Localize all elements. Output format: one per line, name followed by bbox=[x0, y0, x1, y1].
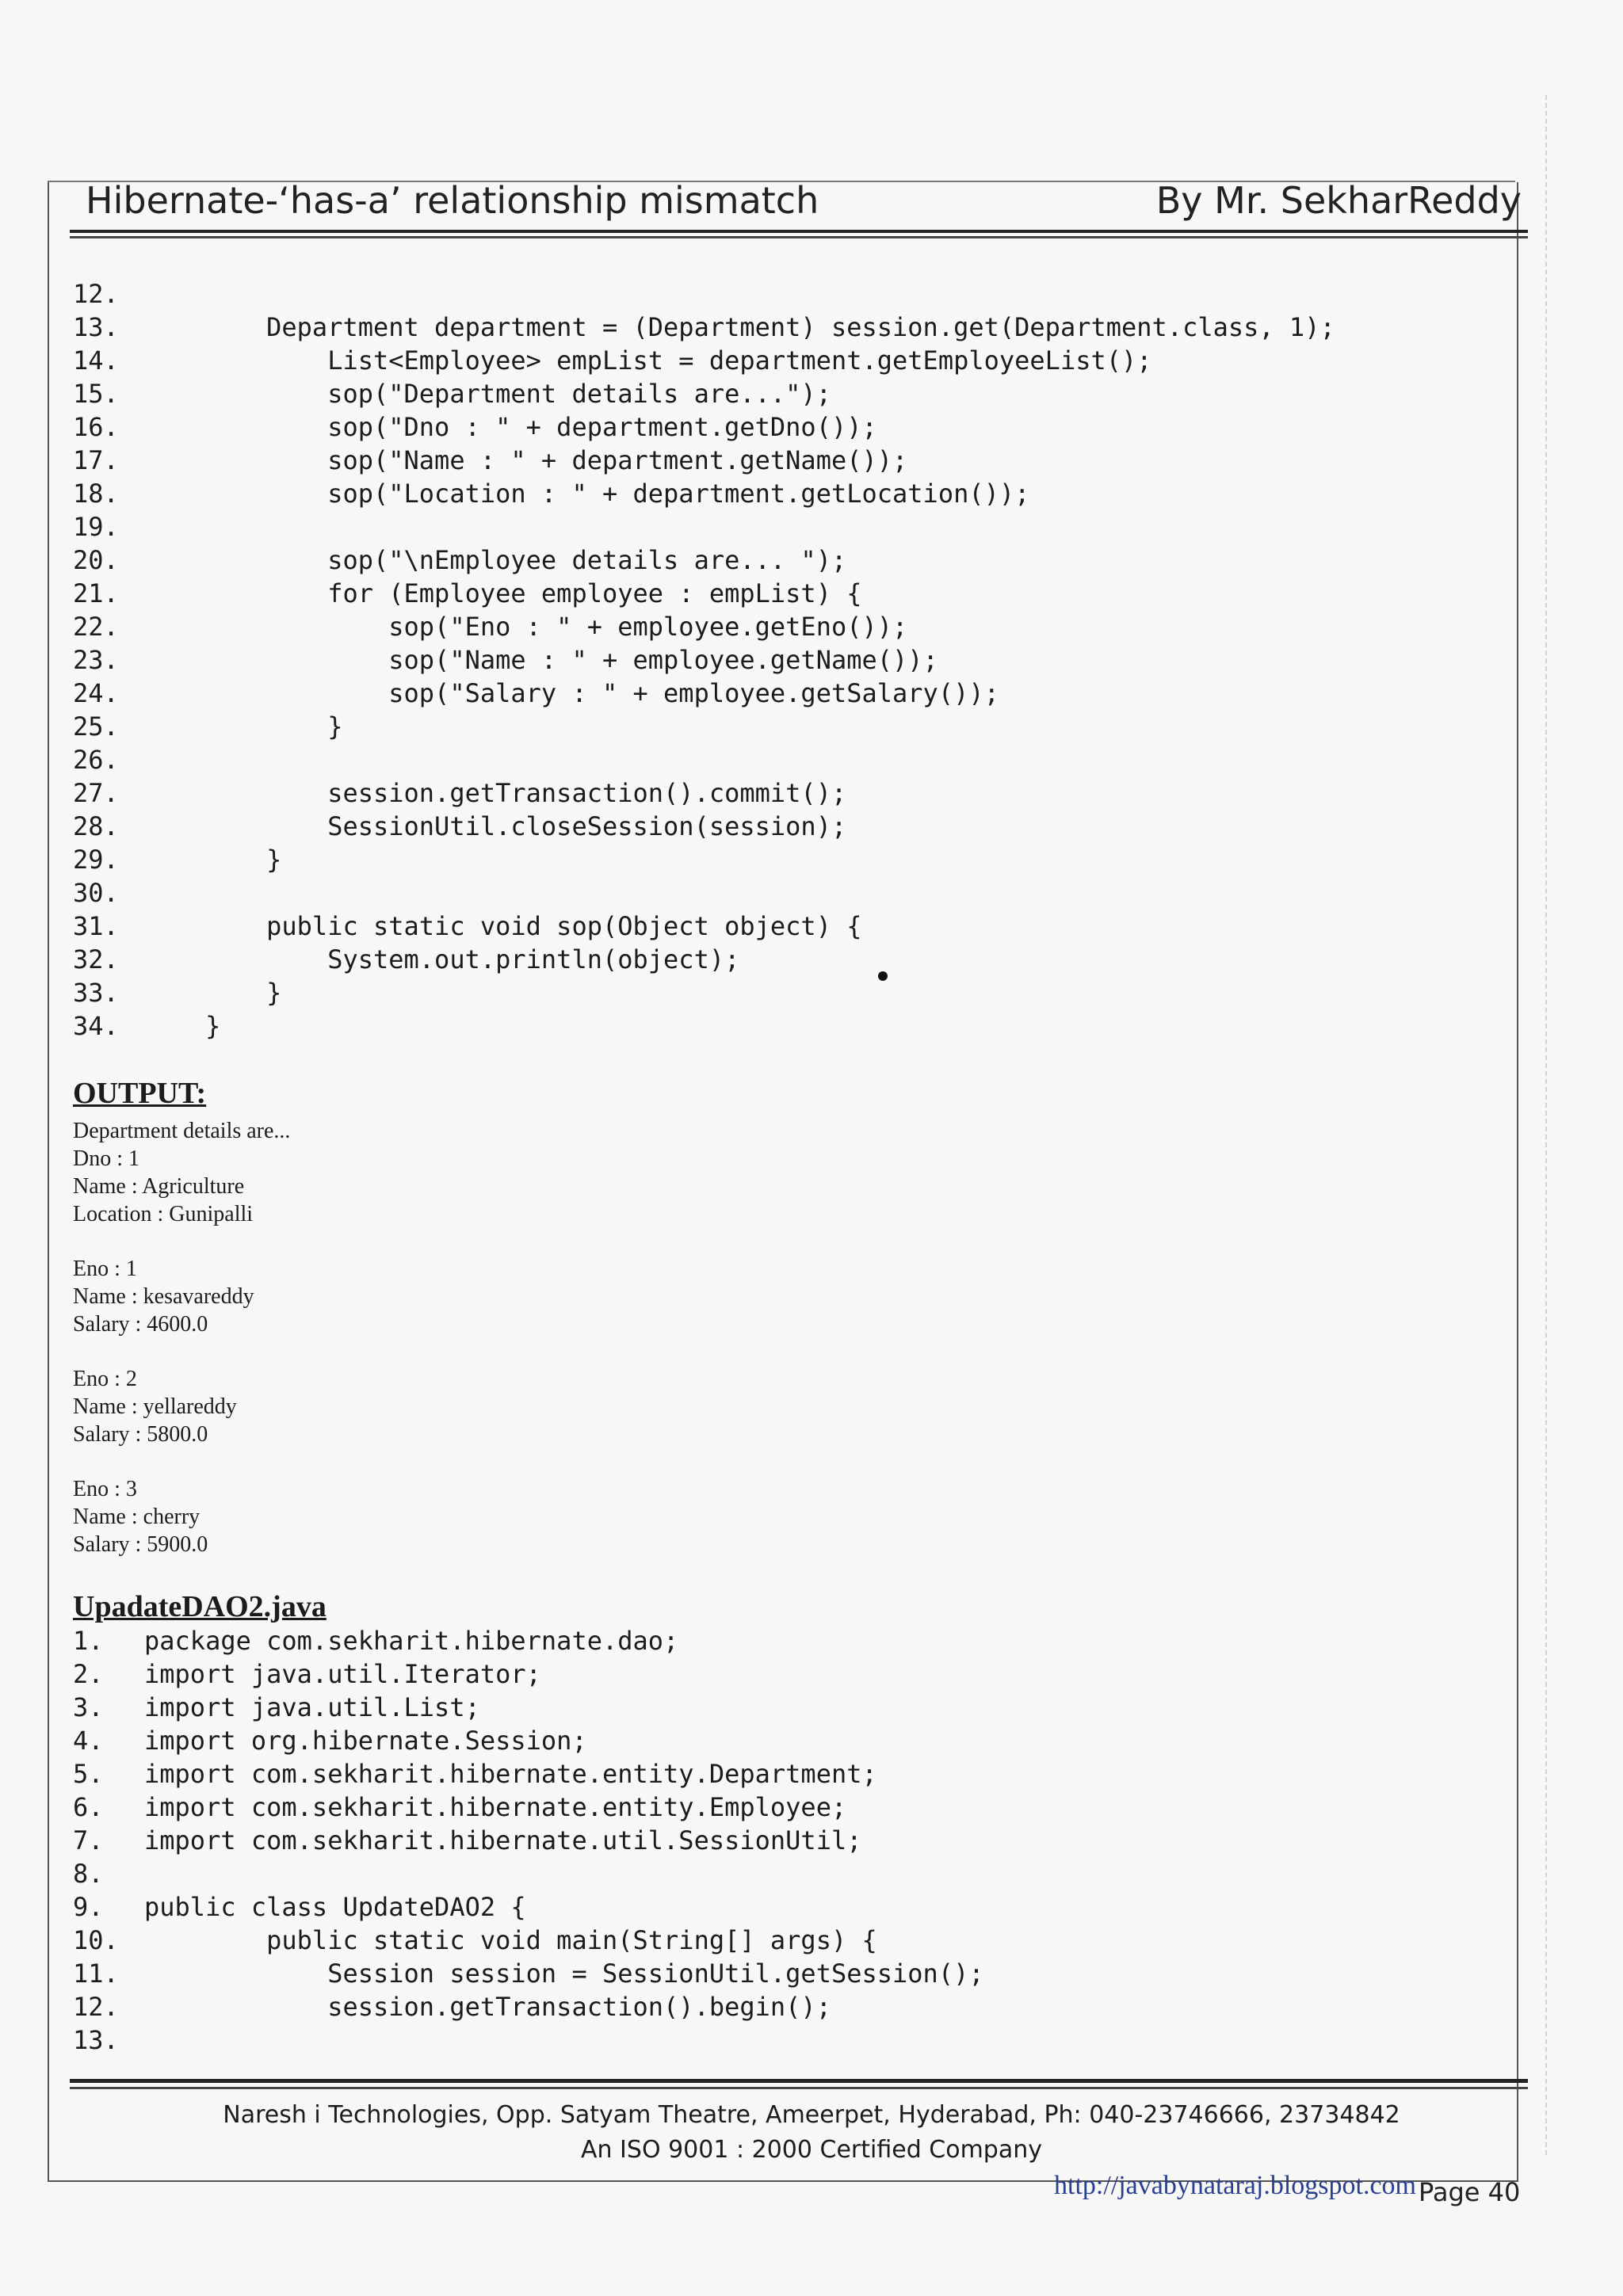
code-line bbox=[73, 1890, 984, 1924]
code-text: System.out.println(object); bbox=[144, 944, 740, 974]
code-line bbox=[73, 410, 1335, 444]
line-number: 13. bbox=[73, 312, 119, 342]
code-line bbox=[73, 1624, 984, 1657]
output-line: Location : Gunipalli bbox=[73, 1202, 254, 1226]
code-text: import java.util.Iterator; bbox=[144, 1659, 541, 1689]
footer-divider bbox=[70, 2079, 1528, 2083]
code-text: session.getTransaction().begin(); bbox=[144, 1992, 831, 2022]
output-line: Eno : 3 bbox=[73, 1477, 137, 1501]
code-line bbox=[73, 577, 1335, 610]
output-line: Name : Agriculture bbox=[73, 1174, 245, 1199]
code-line bbox=[73, 643, 1335, 677]
code-text: sop("Salary : " + employee.getSalary()); bbox=[144, 678, 999, 708]
code-text: session.getTransaction().commit(); bbox=[144, 778, 847, 808]
output-line: Eno : 2 bbox=[73, 1367, 137, 1391]
code-text: List<Employee> empList = department.getEmployeeList(); bbox=[144, 345, 1152, 376]
code-listing-bottom bbox=[73, 1624, 984, 2057]
code-listing-top bbox=[73, 277, 1335, 1043]
output-spacer bbox=[73, 1228, 290, 1255]
page-number: Page 40 bbox=[1419, 2177, 1521, 2207]
code-line bbox=[73, 810, 1335, 843]
line-number: 34. bbox=[73, 1011, 119, 1041]
page-edge-marks bbox=[1545, 95, 1602, 2155]
line-number: 12. bbox=[73, 279, 119, 309]
output-spacer bbox=[73, 1338, 290, 1365]
code-line bbox=[73, 876, 1335, 910]
code-line bbox=[73, 610, 1335, 643]
code-text: Department department = (Department) session.get(Department.class, 1); bbox=[144, 312, 1335, 342]
code-line bbox=[73, 277, 1335, 311]
line-number: 29. bbox=[73, 845, 119, 875]
header-author: By Mr. SekharReddy bbox=[1155, 179, 1522, 222]
blog-url-link[interactable]: http://javabynataraj.blogspot.com bbox=[1054, 2171, 1417, 2200]
line-number: 30. bbox=[73, 878, 119, 908]
code-line bbox=[73, 543, 1335, 577]
line-number: 7. bbox=[73, 1825, 104, 1855]
code-line bbox=[73, 1791, 984, 1824]
code-line bbox=[73, 1924, 984, 1957]
code-text: Session session = SessionUtil.getSession(); bbox=[144, 1958, 984, 1989]
line-number: 9. bbox=[73, 1892, 104, 1922]
line-number: 10. bbox=[73, 1925, 119, 1955]
footer-certification: An ISO 9001 : 2000 Certified Company bbox=[580, 2136, 1042, 2164]
output-line: Salary : 5900.0 bbox=[73, 1532, 208, 1557]
code-text: } bbox=[144, 845, 282, 875]
line-number: 8. bbox=[73, 1859, 104, 1889]
line-number: 20. bbox=[73, 545, 119, 575]
line-number: 31. bbox=[73, 911, 119, 941]
output-line: Salary : 5800.0 bbox=[73, 1422, 208, 1447]
code-line bbox=[73, 743, 1335, 776]
line-number: 33. bbox=[73, 978, 119, 1008]
output-line: Dno : 1 bbox=[73, 1146, 139, 1171]
code-line bbox=[73, 344, 1335, 377]
line-number: 4. bbox=[73, 1726, 104, 1756]
code-line bbox=[73, 776, 1335, 810]
code-line bbox=[73, 843, 1335, 876]
code-line bbox=[73, 976, 1335, 1009]
code-line bbox=[73, 1757, 984, 1791]
code-text: public static void sop(Object object) { bbox=[144, 911, 862, 941]
code-text: } bbox=[144, 978, 282, 1008]
code-line bbox=[73, 1990, 984, 2023]
code-text: sop("Name : " + employee.getName()); bbox=[144, 645, 938, 675]
code-line bbox=[73, 510, 1335, 543]
code-line bbox=[73, 677, 1335, 710]
code-line bbox=[73, 1957, 984, 1990]
code-text: public static void main(String[] args) { bbox=[144, 1925, 877, 1955]
line-number: 28. bbox=[73, 811, 119, 841]
output-line: Name : cherry bbox=[73, 1505, 200, 1529]
line-number: 13. bbox=[73, 2025, 119, 2055]
line-number: 23. bbox=[73, 645, 119, 675]
footer-address: Naresh i Technologies, Opp. Satyam Theatre, Ameerpet, Hyderabad, Ph: 040-23746666, 23734842 bbox=[223, 2101, 1400, 2129]
line-number: 22. bbox=[73, 612, 119, 642]
line-number: 18. bbox=[73, 479, 119, 509]
code-text: SessionUtil.closeSession(session); bbox=[144, 811, 847, 841]
code-line bbox=[73, 1824, 984, 1857]
code-line bbox=[73, 477, 1335, 510]
code-text: public class UpdateDAO2 { bbox=[144, 1892, 526, 1922]
code-line bbox=[73, 444, 1335, 477]
output-line: Eno : 1 bbox=[73, 1257, 137, 1281]
line-number: 32. bbox=[73, 944, 119, 974]
line-number: 27. bbox=[73, 778, 119, 808]
line-number: 2. bbox=[73, 1659, 104, 1689]
line-number: 15. bbox=[73, 379, 119, 409]
line-number: 26. bbox=[73, 745, 119, 775]
code-text: sop("Eno : " + employee.getEno()); bbox=[144, 612, 908, 642]
code-text: sop("\nEmployee details are... "); bbox=[144, 545, 847, 575]
code-text: import com.sekharit.hibernate.entity.Department; bbox=[144, 1759, 877, 1789]
line-number: 12. bbox=[73, 1992, 119, 2022]
output-line: Department details are... bbox=[73, 1119, 291, 1143]
line-number: 16. bbox=[73, 412, 119, 442]
output-line: Salary : 4600.0 bbox=[73, 1312, 208, 1337]
file-heading: UpadateDAO2.java bbox=[73, 1590, 327, 1623]
line-number: 3. bbox=[73, 1692, 104, 1722]
output-heading: OUTPUT: bbox=[73, 1077, 207, 1110]
output-line: Name : kesavareddy bbox=[73, 1284, 254, 1309]
header-title: Hibernate-‘has-a’ relationship mismatch bbox=[86, 179, 819, 222]
code-line bbox=[73, 943, 1335, 976]
code-text: sop("Dno : " + department.getDno()); bbox=[144, 412, 877, 442]
code-text: sop("Department details are..."); bbox=[144, 379, 831, 409]
code-text: sop("Location : " + department.getLocation()); bbox=[144, 479, 1030, 509]
code-line bbox=[73, 1009, 1335, 1043]
code-text: import java.util.List; bbox=[144, 1692, 480, 1722]
line-number: 6. bbox=[73, 1792, 104, 1822]
code-line bbox=[73, 2023, 984, 2057]
line-number: 5. bbox=[73, 1759, 104, 1789]
code-line bbox=[73, 1724, 984, 1757]
line-number: 25. bbox=[73, 711, 119, 742]
code-text: } bbox=[144, 711, 343, 742]
code-text: package com.sekharit.hibernate.dao; bbox=[144, 1626, 679, 1656]
code-line bbox=[73, 1857, 984, 1890]
line-number: 17. bbox=[73, 445, 119, 475]
output-spacer bbox=[73, 1448, 290, 1475]
line-number: 14. bbox=[73, 345, 119, 376]
line-number: 19. bbox=[73, 512, 119, 542]
code-text: sop("Name : " + department.getName()); bbox=[144, 445, 908, 475]
code-text: for (Employee employee : empList) { bbox=[144, 578, 862, 608]
line-number: 1. bbox=[73, 1626, 104, 1656]
header-divider-secondary bbox=[70, 236, 1528, 238]
output-line: Name : yellareddy bbox=[73, 1394, 237, 1419]
line-number: 11. bbox=[73, 1958, 119, 1989]
code-line bbox=[73, 1657, 984, 1691]
code-line bbox=[73, 311, 1335, 344]
line-number: 24. bbox=[73, 678, 119, 708]
code-text: import com.sekharit.hibernate.util.SessionUtil; bbox=[144, 1825, 862, 1855]
code-line bbox=[73, 710, 1335, 743]
code-text: } bbox=[144, 1011, 221, 1041]
code-line bbox=[73, 377, 1335, 410]
scan-speck bbox=[878, 971, 888, 981]
code-text: import org.hibernate.Session; bbox=[144, 1726, 587, 1756]
header-divider bbox=[70, 230, 1528, 233]
line-number: 21. bbox=[73, 578, 119, 608]
code-line bbox=[73, 1691, 984, 1724]
footer-divider-secondary bbox=[70, 2087, 1528, 2089]
output-block bbox=[73, 1117, 290, 1558]
code-text: import com.sekharit.hibernate.entity.Employee; bbox=[144, 1792, 847, 1822]
code-line bbox=[73, 910, 1335, 943]
